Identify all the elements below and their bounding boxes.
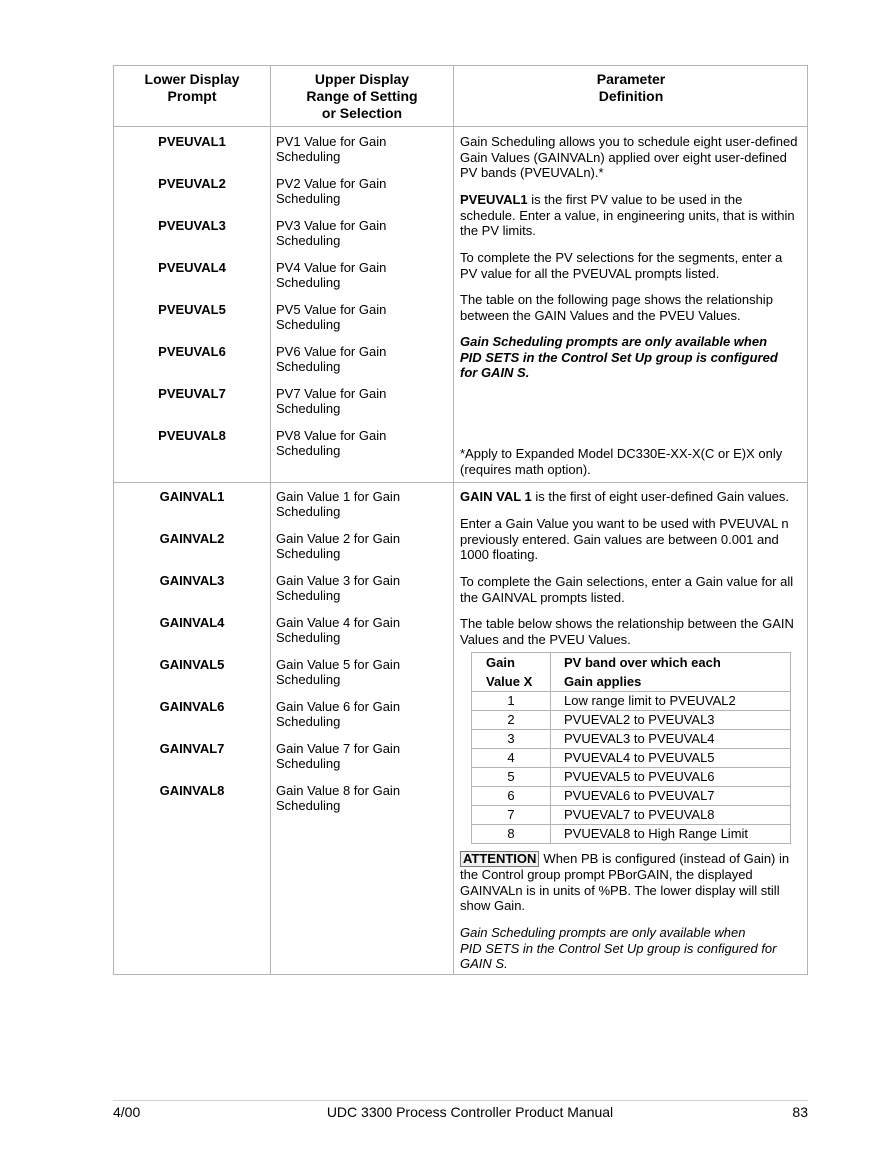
text-line: Values and the PVEU Values.: [460, 631, 631, 647]
range-line: Scheduling: [276, 401, 341, 416]
range-line: Gain Value 7 for Gain: [276, 741, 401, 756]
prompt-pveuval1: PVEUVAL1: [158, 134, 226, 149]
range-line: Gain Value 8 for Gain: [276, 783, 401, 798]
range-line: Scheduling: [276, 359, 341, 374]
range-line: Gain Value 5 for Gain: [276, 657, 401, 672]
text-line: Gain Scheduling prompts are only available when: [460, 925, 746, 940]
header-line: or Selection: [321, 105, 403, 121]
pv-definition-note-bold: [460, 334, 805, 381]
gain-band-table: [471, 652, 791, 844]
header-line: Parameter: [596, 71, 666, 87]
section-divider: [113, 482, 808, 483]
text-line: PV bands (PVEUVALn).*: [460, 165, 604, 180]
cell-pv-band: PVUEVAL8 to High Range Limit: [551, 825, 791, 844]
range-line: Scheduling: [276, 504, 341, 519]
text-run: When PB is configured (instead of Gain) in: [543, 851, 790, 866]
text-line: Enter a Gain Value you want to be used with PVEUVAL n: [460, 516, 789, 531]
prompt-gainval7: GAINVAL7: [159, 741, 225, 756]
gain-definition-p2: [460, 516, 805, 563]
gain-definition-p4: [460, 616, 805, 647]
text-line: [460, 851, 805, 867]
prompt-gainval6: GAINVAL6: [159, 699, 225, 714]
cell-gain-value: 6: [472, 787, 551, 806]
range-line: Scheduling: [276, 546, 341, 561]
text-line: schedule. Enter a value, in engineering units, that is within: [460, 207, 795, 223]
prompt-gainval8: GAINVAL8: [159, 783, 225, 798]
cell-gain-value: 3: [472, 730, 551, 749]
prompt-gainval1: GAINVAL1: [159, 489, 225, 504]
cell-gain-value: 7: [472, 806, 551, 825]
footer-date: 4/00: [113, 1104, 141, 1120]
range-pv2: [276, 176, 446, 206]
cell-gain-value: 5: [472, 768, 551, 787]
pv-definition-p2: [460, 192, 805, 239]
text-line: the Control group prompt PBorGAIN, the displayed: [460, 867, 753, 882]
range-line: PV4 Value for Gain: [276, 260, 387, 275]
bold-term: GAIN VAL 1: [460, 489, 532, 504]
range-line: Scheduling: [276, 275, 341, 290]
range-line: PV3 Value for Gain: [276, 218, 387, 233]
range-line: Scheduling: [276, 672, 341, 687]
range-line: Scheduling: [276, 191, 341, 206]
pv-definition-footnote: [460, 446, 805, 477]
range-line: PV2 Value for Gain: [276, 176, 387, 191]
table-row: [472, 730, 791, 749]
text-line: the GAINVAL prompts listed.: [460, 589, 625, 605]
text-line: GAIN S.: [460, 956, 508, 971]
header-line: Gain: [486, 655, 515, 670]
cell-gain-value: 1: [472, 692, 551, 711]
text-line: [460, 192, 805, 208]
range-gain4: [276, 615, 446, 645]
attention-label: ATTENTION: [460, 851, 539, 867]
gain-definition-p3: [460, 574, 805, 605]
header-line: PV band over which each: [564, 655, 721, 670]
range-pv5: [276, 302, 446, 332]
table-row: [472, 711, 791, 730]
prompt-pveuval7: PVEUVAL7: [158, 386, 226, 401]
header-line: Definition: [598, 88, 664, 104]
text-line: [460, 489, 805, 505]
range-line: PV7 Value for Gain: [276, 386, 387, 401]
table-header-row: [472, 653, 791, 692]
text-run: is the first of eight user-defined Gain values.: [531, 489, 790, 504]
header-line: Prompt: [167, 88, 217, 104]
range-pv7: [276, 386, 446, 416]
header-upper-display: [271, 71, 453, 122]
range-line: Scheduling: [276, 630, 341, 645]
range-gain2: [276, 531, 446, 561]
header-line: Gain applies: [564, 674, 642, 689]
footer-title: UDC 3300 Process Controller Product Manual: [326, 1104, 614, 1120]
header-line: Upper Display: [314, 71, 410, 87]
text-line: The table below shows the relationship between the GAIN: [460, 616, 794, 631]
range-line: Scheduling: [276, 443, 341, 458]
range-line: Gain Value 6 for Gain: [276, 699, 401, 714]
cell-pv-band: Low range limit to PVEUVAL2: [551, 692, 791, 711]
text-line: PID SETS in the Control Set Up group is configured for: [460, 940, 777, 956]
cell-gain-value: 8: [472, 825, 551, 844]
table-row: [472, 749, 791, 768]
table-row: [472, 806, 791, 825]
range-line: PV5 Value for Gain: [276, 302, 387, 317]
prompt-pveuval4: PVEUVAL4: [158, 260, 226, 275]
header-line: Value X: [486, 674, 533, 689]
text-line: previously entered. Gain values are between 0.001 and: [460, 531, 779, 547]
range-pv3: [276, 218, 446, 248]
cell-pv-band: PVUEVAL5 to PVEUVAL6: [551, 768, 791, 787]
prompt-pveuval3: PVEUVAL3: [158, 218, 226, 233]
range-line: Gain Value 4 for Gain: [276, 615, 401, 630]
range-gain6: [276, 699, 446, 729]
header-line: Lower Display: [144, 71, 240, 87]
text-line: for GAIN S.: [460, 365, 530, 380]
header-lower-display: [114, 71, 270, 105]
range-pv1: [276, 134, 446, 164]
range-line: Gain Value 1 for Gain: [276, 489, 401, 504]
range-gain5: [276, 657, 446, 687]
prompt-pveuval8: PVEUVAL8: [158, 428, 226, 443]
text-line: the PV limits.: [460, 223, 536, 238]
range-line: Scheduling: [276, 233, 341, 248]
header-line: Range of Setting: [306, 88, 418, 104]
footer-page-number: 83: [792, 1104, 808, 1120]
column-divider: [453, 65, 454, 975]
range-gain8: [276, 783, 446, 813]
cell-gain-value: 2: [472, 711, 551, 730]
range-pv6: [276, 344, 446, 374]
range-line: Scheduling: [276, 714, 341, 729]
header-divider: [113, 126, 808, 127]
bold-term: PVEUVAL1: [460, 192, 528, 207]
cell-pv-band: PVUEVAL6 to PVEUVAL7: [551, 787, 791, 806]
prompt-gainval3: GAINVAL3: [159, 573, 225, 588]
range-line: Scheduling: [276, 588, 341, 603]
text-line: GAINVALn is in units of %PB. The lower display will still: [460, 882, 780, 898]
prompt-pveuval2: PVEUVAL2: [158, 176, 226, 191]
column-header-pv-band: [551, 653, 791, 692]
cell-pv-band: PVUEVAL4 to PVEUVAL5: [551, 749, 791, 768]
range-gain7: [276, 741, 446, 771]
range-line: Gain Value 2 for Gain: [276, 531, 401, 546]
header-parameter-definition: [454, 71, 808, 105]
text-line: To complete the PV selections for the segments, enter a: [460, 250, 783, 265]
text-line: show Gain.: [460, 898, 526, 913]
footer-divider: [113, 1100, 808, 1101]
range-gain1: [276, 489, 446, 519]
text-line: PV value for all the PVEUVAL prompts listed.: [460, 265, 720, 281]
range-gain3: [276, 573, 446, 603]
prompt-pveuval5: PVEUVAL5: [158, 302, 226, 317]
range-line: Scheduling: [276, 798, 341, 813]
text-line: (requires math option).: [460, 461, 591, 477]
text-line: 1000 floating.: [460, 547, 539, 562]
table-row: [472, 787, 791, 806]
cell-pv-band: PVUEVAL2 to PVEUVAL3: [551, 711, 791, 730]
table-row: [472, 768, 791, 787]
pv-definition-p1: [460, 134, 805, 181]
text-line: To complete the Gain selections, enter a Gain value for all: [460, 574, 794, 589]
table-row: [472, 825, 791, 844]
attention-note: [460, 851, 805, 914]
range-line: PV8 Value for Gain: [276, 428, 387, 443]
pv-definition-p4: [460, 292, 805, 323]
prompt-pveuval6: PVEUVAL6: [158, 344, 226, 359]
range-pv4: [276, 260, 446, 290]
text-line: Gain Values (GAINVALn) applied over eight user-defined: [460, 149, 787, 165]
prompt-gainval5: GAINVAL5: [159, 657, 225, 672]
table-row: [472, 692, 791, 711]
range-line: Scheduling: [276, 149, 341, 164]
range-line: Scheduling: [276, 317, 341, 332]
text-line: Gain Scheduling prompts are only available when: [460, 334, 768, 349]
column-header-gain-value: [472, 653, 551, 692]
column-divider: [270, 65, 271, 975]
gain-definition-p1: [460, 489, 805, 505]
text-run: is the first PV value to be used in the: [527, 192, 743, 207]
text-line: between the GAIN Values and the PVEU Values.: [460, 307, 741, 323]
range-line: PV1 Value for Gain: [276, 134, 387, 149]
cell-pv-band: PVUEVAL3 to PVEUVAL4: [551, 730, 791, 749]
pv-definition-p3: [460, 250, 805, 281]
cell-pv-band: PVUEVAL7 to PVEUVAL8: [551, 806, 791, 825]
range-line: PV6 Value for Gain: [276, 344, 387, 359]
prompt-gainval2: GAINVAL2: [159, 531, 225, 546]
text-line: Gain Scheduling allows you to schedule eight user-defined: [460, 134, 798, 149]
gain-definition-note-italic: [460, 925, 805, 972]
range-line: Gain Value 3 for Gain: [276, 573, 401, 588]
cell-gain-value: 4: [472, 749, 551, 768]
prompt-gainval4: GAINVAL4: [159, 615, 225, 630]
range-pv8: [276, 428, 446, 458]
text-line: PID SETS in the Control Set Up group is configured: [460, 349, 778, 365]
text-line: *Apply to Expanded Model DC330E-XX-X(C or E)X only: [460, 446, 783, 461]
text-line: The table on the following page shows the relationship: [460, 292, 773, 307]
range-line: Scheduling: [276, 756, 341, 771]
